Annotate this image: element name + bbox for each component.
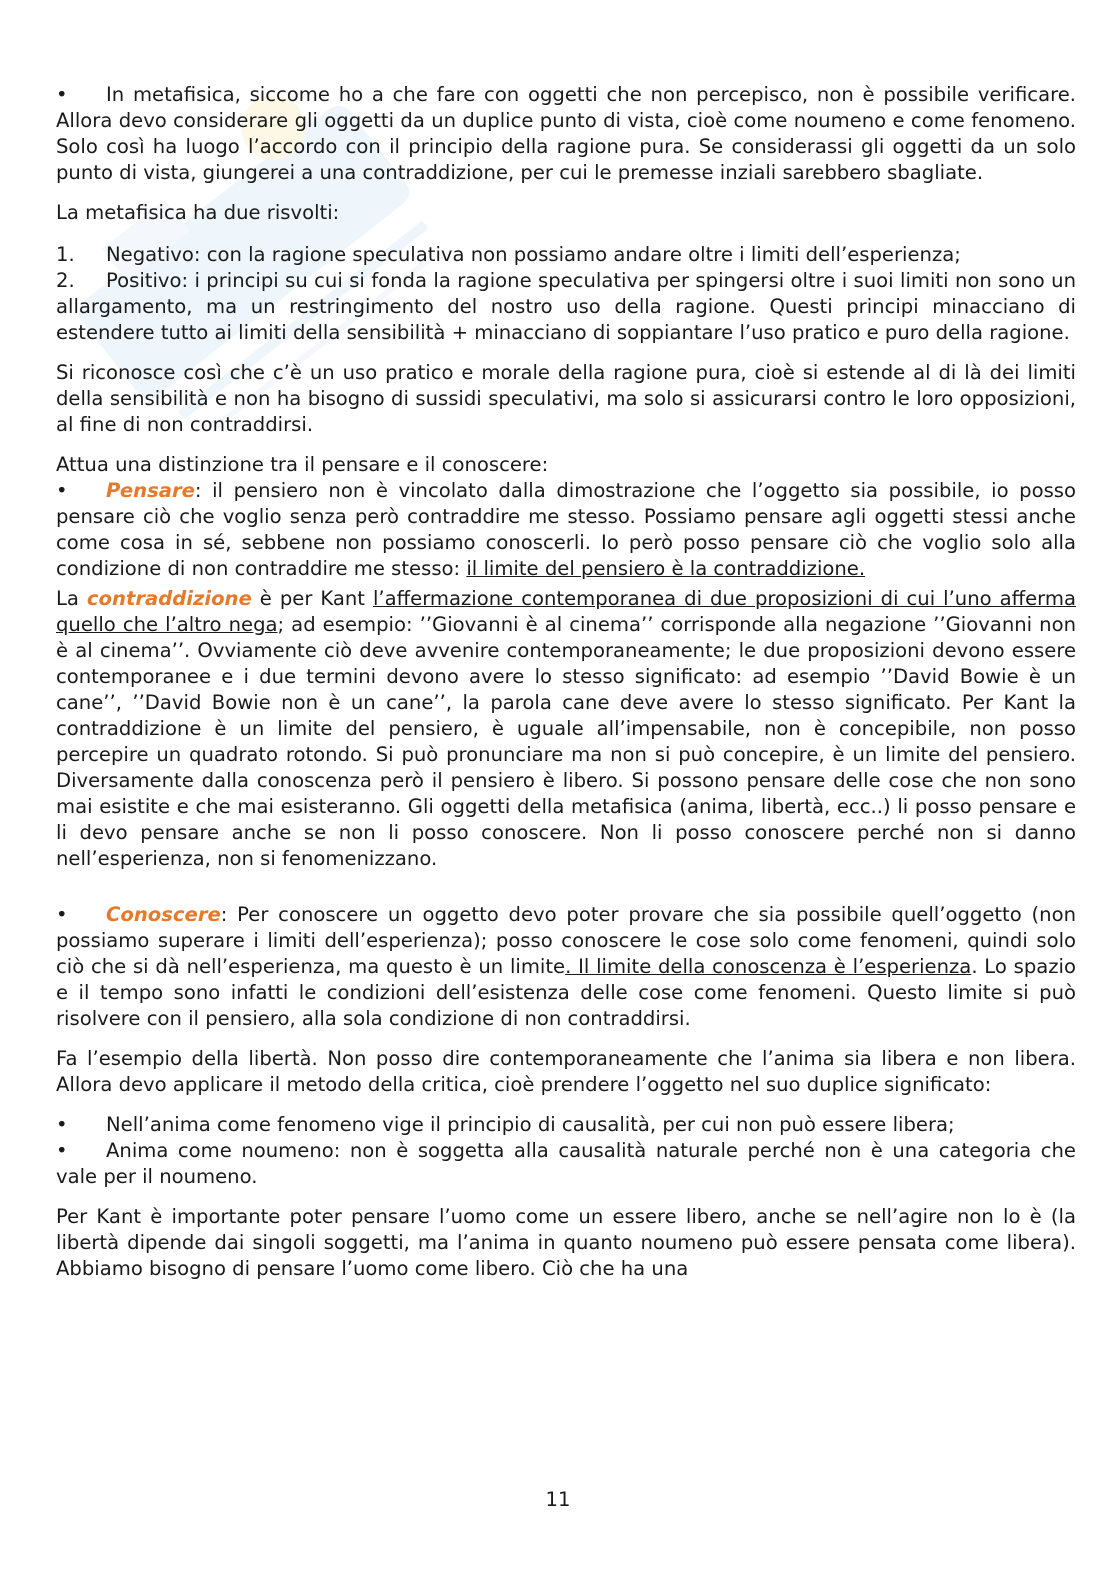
bullet: •	[56, 903, 68, 926]
list-item-positivo	[56, 268, 1076, 346]
underlined-text: l’affermazione contemporanea di due proposizioni di cui l’uno afferma quello che l’altro nega	[56, 587, 1076, 636]
page-number: 11	[545, 1488, 571, 1511]
underlined-text: il limite del pensiero è la contraddizione.	[466, 557, 866, 580]
list-item-text: Positivo: i principi su cui si fonda la ragione speculativa per spingersi oltre i suoi limiti non sono un allargamento, ma un restringimento del nostro uso della ragione. Questi principi minacciano di estendere tutto ai limiti della sensibilità + minacciano di soppiantare l’uso pratico e puro della ragione.	[56, 269, 1076, 344]
paragraph-text: Nell’anima come fenomeno vige il principio di causalità, per cui non può essere libera;	[106, 1113, 955, 1136]
bullet: •	[56, 1113, 68, 1136]
paragraph-text: La	[56, 587, 87, 610]
keyword-conoscere: Conoscere	[106, 903, 221, 926]
paragraph-distinzione: Attua una distinzione tra il pensare e il conoscere:	[56, 453, 549, 476]
list-number: 1.	[56, 243, 75, 266]
paragraph-text: : il pensiero non è vincolato dalla dimostrazione che l’oggetto sia possibile, io posso pensare ciò che voglio senza però contraddire me stesso. Possiamo pensare agli oggetti stessi anche come cosa in sé, sebbene non possiamo conoscerli. Io però posso pensare ciò che voglio solo alla condizione di non contraddire me stesso:	[56, 479, 1076, 580]
list-item-text: Negativo: con la ragione speculativa non possiamo andare oltre i limiti dell’esperienza;	[106, 243, 961, 266]
bullet: •	[56, 479, 68, 502]
paragraph-conoscere	[56, 902, 1076, 1032]
paragraph-uomo-libero: Per Kant è importante poter pensare l’uomo come un essere libero, anche se nell’agire non lo è (la libertà dipende dai singoli soggetti, ma l’anima in quanto noumeno può essere pensata come libera). Abbiamo bisogno di pensare l’uomo come libero. Ciò che ha una	[56, 1205, 1076, 1280]
document-body	[56, 82, 1076, 1282]
list-item-negativo	[56, 242, 1076, 268]
bullet-item-fenomeno	[56, 1112, 1076, 1138]
underlined-text: . Il limite della conoscenza è l’esperienza	[565, 955, 972, 978]
paragraph-liberta: Fa l’esempio della libertà. Non posso dire contemporaneamente che l’anima sia libera e non libera. Allora devo applicare il metodo della critica, cioè prendere l’oggetto nel suo duplice significato:	[56, 1047, 1076, 1096]
keyword-contraddizione: contraddizione	[86, 587, 252, 610]
paragraph-text: In metafisica, siccome ho a che fare con oggetti che non percepisco, non è possibile verificare. Allora devo considerare gli oggetti da un duplice punto di vista, cioè come noumeno e come fenomeno. Solo così ha luogo l’accordo con il principio della ragione pura. Se considerassi gli oggetti da un solo punto di vista, giungerei a una contraddizione, per cui le premesse inziali sarebbero sbagliate.	[56, 83, 1076, 184]
paragraph-risvolti: La metafisica ha due risvolti:	[56, 201, 340, 224]
paragraph-text: : Per conoscere un oggetto devo poter provare che sia possibile quell’oggetto (non possiamo superare i limiti dell’esperienza); posso conoscere le cose solo come fenomeni, quindi solo ciò che si dà nell’esperienza, ma questo è un limite	[56, 903, 1076, 978]
bullet: •	[56, 83, 68, 106]
paragraph-text: ; ad esempio: ’’Giovanni è al cinema’’ corrisponde alla negazione ’’Giovanni non è al cinema’’. Ovviamente ciò deve avvenire contemporaneamente; le due proposizioni devono essere contemporanee e i due termini devono avere lo stesso significato: ad esempio ’’David Bowie è un cane’’, ’’David Bowie non è un cane’’, la parola cane deve avere lo stesso significato. Per Kant la contraddizione è un limite del pensiero, è uguale all’impensabile, non è concepibile, non posso percepire un quadrato rotondo. Si può pronunciare ma non si può concepire, è un limite del pensiero. Diversamente dalla conoscenza però il pensiero è libero. Si possono pensare delle cose che non sono mai esistite e che mai esisteranno. Gli oggetti della metafisica (anima, libertà, ecc..) li posso pensare e li devo pensare anche se non li posso conoscere. Non li posso conoscere perché non si danno nell’esperienza, non si fenomenizzano.	[56, 613, 1076, 870]
paragraph-text: . Lo spazio e il tempo sono infatti le condizioni dell’esistenza delle cose come fenomeni. Questo limite si può risolvere con il pensiero, alla sola condizione di non contraddirsi.	[56, 955, 1076, 1030]
paragraph-text: è per Kant	[251, 587, 373, 610]
bullet-item-noumeno	[56, 1138, 1076, 1190]
paragraph-uso-pratico: Si riconosce così che c’è un uso pratico e morale della ragione pura, cioè si estende al di là dei limiti della sensibilità e non ha bisogno di sussidi speculativi, ma solo si assicurarsi contro le loro opposizioni, al fine di non contraddirsi.	[56, 361, 1076, 436]
paragraph-text: Anima come noumeno: non è soggetta alla causalità naturale perché non è una categoria che vale per il noumeno.	[56, 1139, 1076, 1188]
paragraph-metafisica-intro	[56, 82, 1076, 186]
bullet: •	[56, 1139, 68, 1162]
keyword-pensare: Pensare	[106, 479, 195, 502]
list-number: 2.	[56, 269, 75, 292]
paragraph-contraddizione	[56, 586, 1076, 872]
paragraph-pensare	[56, 478, 1076, 582]
